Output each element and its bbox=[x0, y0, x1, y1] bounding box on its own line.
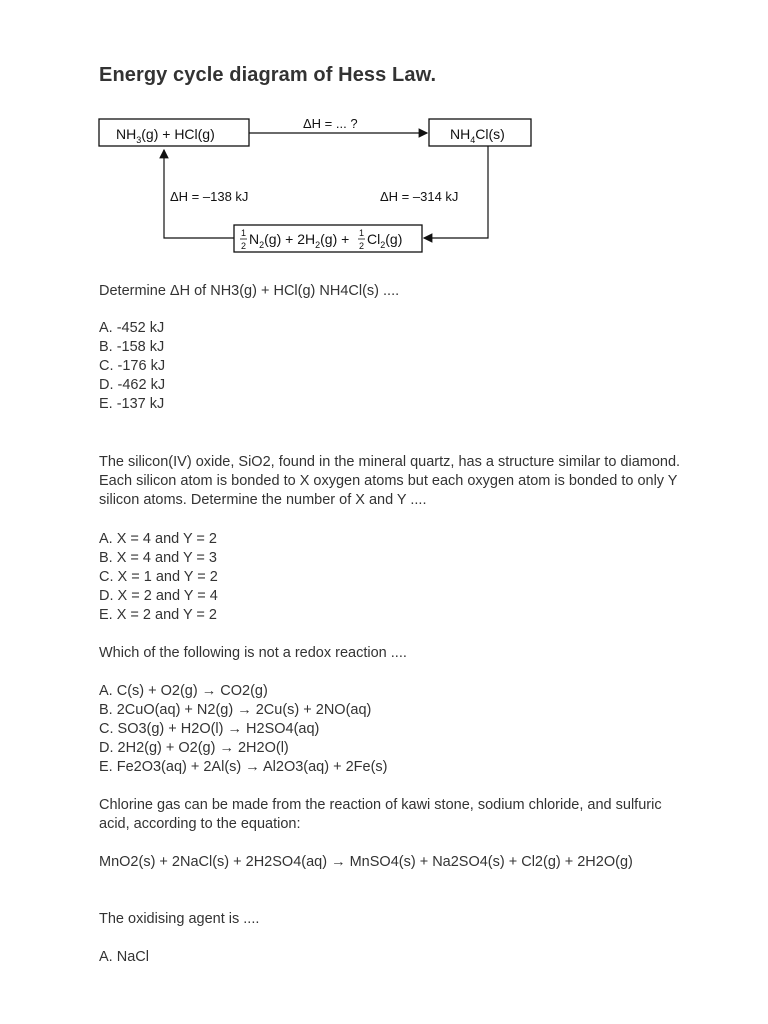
q4-question: The oxidising agent is .... bbox=[99, 911, 260, 927]
svg-text:N2(g) + 2H2(g) +: $N_2(g) + 2H_2(g)$ + bbox=[249, 231, 350, 250]
q1-option-b: B. -158 kJ bbox=[99, 339, 165, 355]
left-arrow-label: ΔH = –138 kJ bbox=[170, 189, 249, 204]
q4-option-a: A. NaCl bbox=[99, 949, 149, 965]
q2-question: The silicon(IV) oxide, SiO2, found in the mineral quartz, has a structure similar to diamond. Each silicon atom is bonded to X oxygen atoms but each oxygen atom is bonded to only Y silicon atoms. Determine the number of X and Y .... bbox=[99, 454, 681, 508]
q3-option-c: C. SO3(g) + H2O(l) → H2SO4(aq) bbox=[99, 721, 320, 737]
hess-cycle-svg bbox=[98, 112, 534, 254]
hess-cycle-diagram bbox=[98, 112, 534, 254]
q1-option-e: E. -137 kJ bbox=[99, 396, 165, 412]
q4-equation: MnO2(s) + 2NaCl(s) + 2H2SO4(aq) → MnSO4(s) + Na2SO4(s) + Cl2(g) + 2H2O(g) bbox=[99, 854, 633, 870]
q2-option-e: E. X = 2 and Y = 2 bbox=[99, 607, 217, 623]
q1-question: Determine ΔH of NH3(g) + HCl(g) NH4Cl(s) .... bbox=[99, 283, 400, 299]
svg-text:2: 2 bbox=[241, 241, 247, 251]
product-label: $NH_4Cl(s)$ bbox=[450, 126, 505, 145]
q3-option-a: A. C(s) + O2(g) → CO2(g) bbox=[99, 683, 268, 699]
svg-text:1: 1 bbox=[359, 228, 365, 238]
right-arrow-label: ΔH = –314 kJ bbox=[380, 189, 459, 204]
q2-option-d: D. X = 2 and Y = 4 bbox=[99, 588, 218, 604]
page-title: Energy cycle diagram of Hess Law. bbox=[99, 64, 437, 86]
svg-text:Cl2(g): $Cl_2(g)$ bbox=[367, 231, 403, 250]
q4-intro: Chlorine gas can be made from the reaction of kawi stone, sodium chloride, and sulfuric acid, according to the equation: bbox=[99, 797, 662, 832]
svg-text:2: 2 bbox=[359, 241, 365, 251]
elements-label bbox=[240, 228, 402, 251]
svg-text:1: 1 bbox=[241, 228, 247, 238]
q1-option-c: C. -176 kJ bbox=[99, 358, 166, 374]
reactants-label: $NH_3(g) + HCl(g)$ bbox=[116, 126, 215, 145]
q1-option-a: A. -452 kJ bbox=[99, 320, 165, 336]
q3-question: Which of the following is not a redox reaction .... bbox=[99, 645, 407, 661]
q3-option-d: D. 2H2(g) + O2(g) → 2H2O(l) bbox=[99, 740, 289, 756]
q3-option-b: B. 2CuO(aq) + N2(g) → 2Cu(s) + 2NO(aq) bbox=[99, 702, 372, 718]
q2-option-a: A. X = 4 and Y = 2 bbox=[99, 531, 217, 547]
q2-option-b: B. X = 4 and Y = 3 bbox=[99, 550, 217, 566]
q3-option-e: E. Fe2O3(aq) + 2Al(s) → Al2O3(aq) + 2Fe(s) bbox=[99, 759, 388, 775]
q2-option-c: C. X = 1 and Y = 2 bbox=[99, 569, 218, 585]
q1-option-d: D. -462 kJ bbox=[99, 377, 166, 393]
top-arrow-label: ΔH = ... ? bbox=[303, 116, 358, 131]
